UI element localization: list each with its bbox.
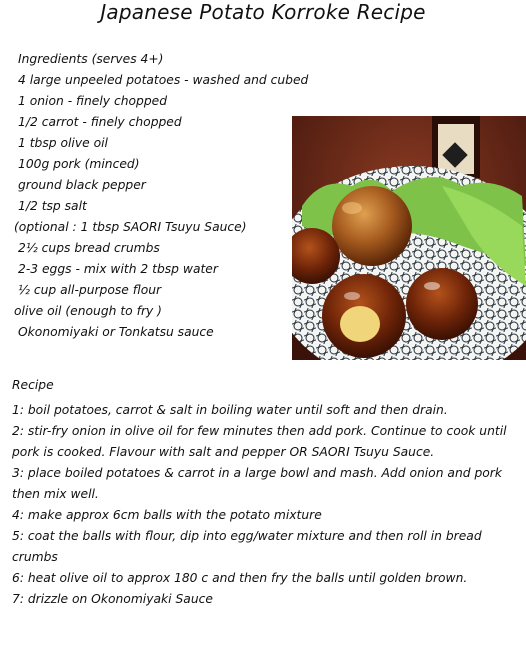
ingredient-item: Okonomiyaki or Tonkatsu sauce bbox=[18, 325, 214, 339]
ingredient-item: 2½ cups bread crumbs bbox=[18, 241, 160, 255]
ingredient-item: 1 tbsp olive oil bbox=[18, 136, 108, 150]
recipe-step: 1: boil potatoes, carrot & salt in boiling water until soft and then drain. bbox=[12, 403, 448, 417]
ingredient-item: ground black pepper bbox=[18, 178, 146, 192]
ingredient-item: 100g pork (minced) bbox=[18, 157, 140, 171]
ingredient-item: 1 onion - finely chopped bbox=[18, 94, 168, 108]
korroke-ball bbox=[406, 268, 478, 340]
korroke-ball bbox=[332, 186, 412, 266]
recipe-steps bbox=[12, 400, 522, 610]
korroke-photo-illustration bbox=[292, 116, 526, 360]
recipe-step: 5: coat the balls with flour, dip into egg/water mixture and then roll in bread crumbs bbox=[12, 529, 482, 564]
ingredient-item: 2-3 eggs - mix with 2 tbsp water bbox=[18, 262, 218, 276]
ingredient-item: olive oil (enough to fry ) bbox=[14, 304, 162, 318]
recipe-step: 3: place boiled potatoes & carrot in a large bowl and mash. Add onion and pork then mix well. bbox=[12, 466, 502, 501]
ingredient-item: 1/2 carrot - finely chopped bbox=[18, 115, 182, 129]
ingredient-item: 4 large unpeeled potatoes - washed and cubed bbox=[18, 73, 309, 87]
ingredients-heading: Ingredients (serves 4+) bbox=[18, 52, 164, 66]
recipe-step: 7: drizzle on Okonomiyaki Sauce bbox=[12, 592, 213, 606]
ingredient-item: 1/2 tsp salt bbox=[18, 199, 87, 213]
page-title: Japanese Potato Korroke Recipe bbox=[100, 0, 426, 24]
ingredient-item: (optional : 1 tbsp SAORI Tsuyu Sauce) bbox=[14, 220, 247, 234]
recipe-heading: Recipe bbox=[12, 378, 54, 392]
recipe-step: 6: heat olive oil to approx 180 c and then fry the balls until golden brown. bbox=[12, 571, 468, 585]
recipe-step: 4: make approx 6cm balls with the potato mixture bbox=[12, 508, 322, 522]
korroke-photo bbox=[292, 116, 526, 360]
recipe-step: 2: stir-fry onion in olive oil for few minutes then add pork. Continue to cook until pork is cooked. Flavour with salt and pepper OR SAORI Tsuyu Sauce. bbox=[12, 424, 507, 459]
ingredient-item: ½ cup all-purpose flour bbox=[18, 283, 162, 297]
